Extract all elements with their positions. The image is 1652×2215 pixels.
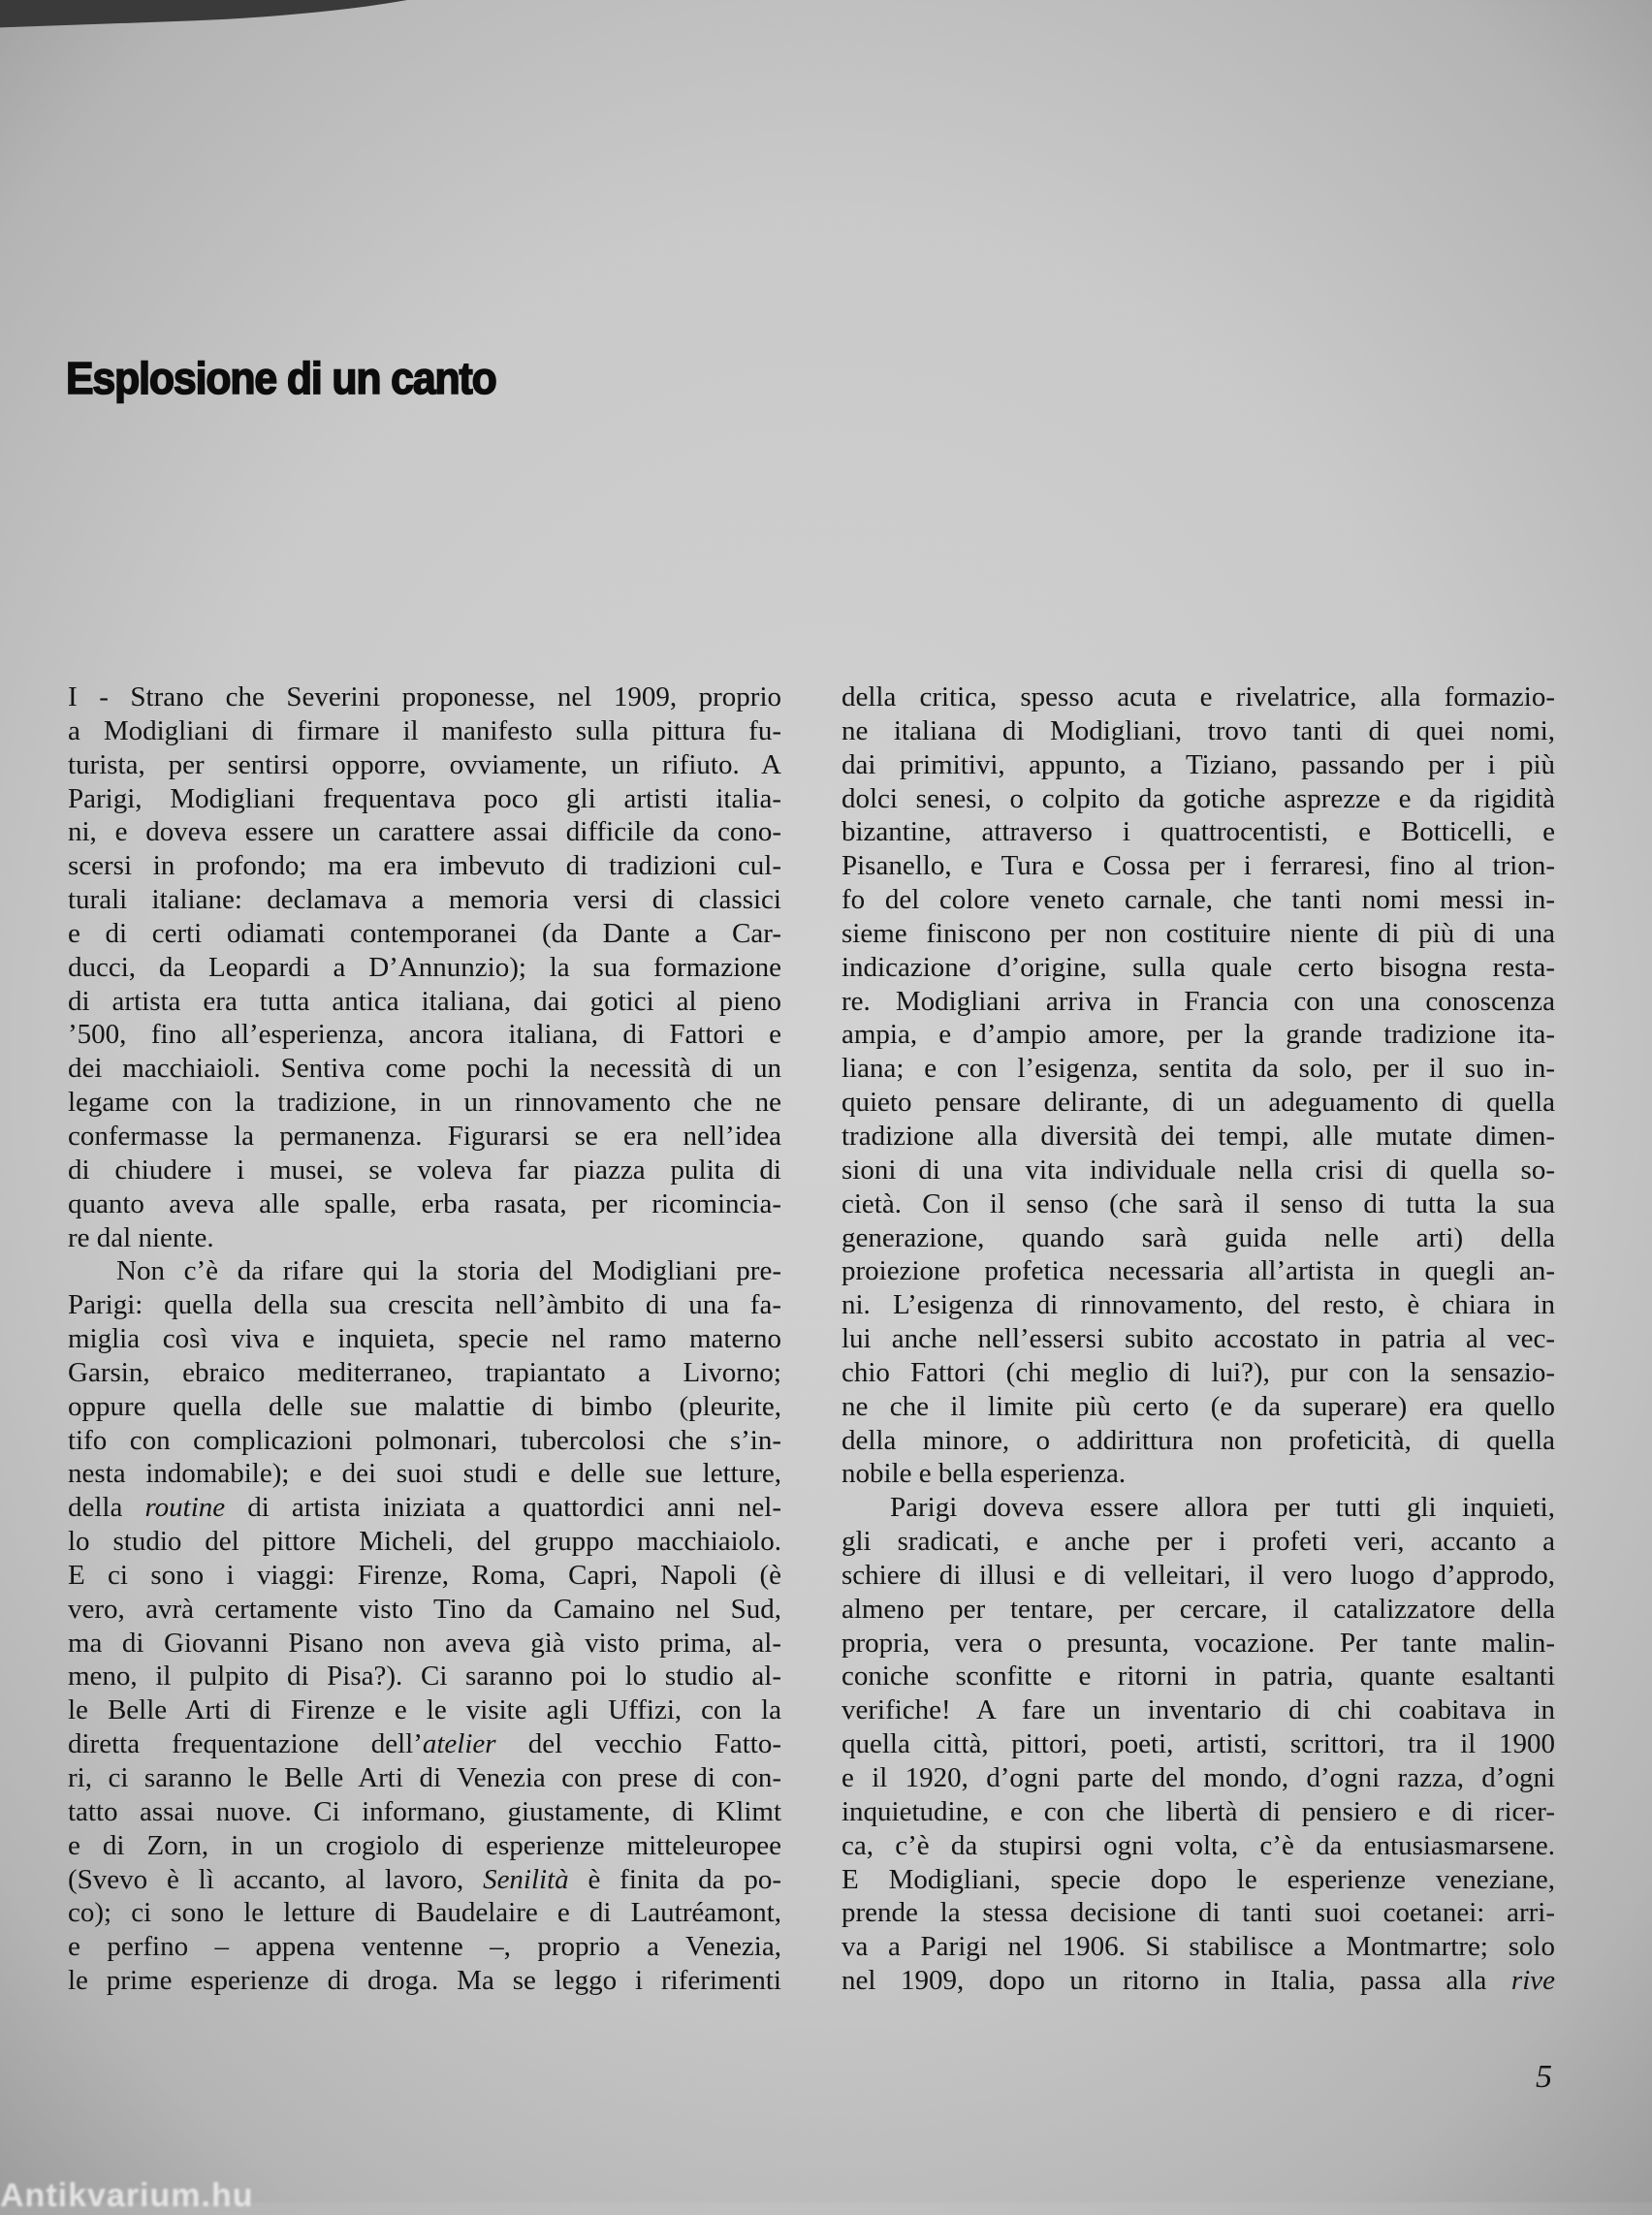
text-segment: Garsin, ebraico mediterraneo, trapiantato a Livorno; bbox=[68, 1356, 781, 1388]
text-line bbox=[842, 1727, 1555, 1761]
text-segment: nel 1909, dopo un ritorno in Italia, passa alla bbox=[842, 1965, 1511, 1997]
text-line bbox=[842, 1896, 1555, 1930]
text-line bbox=[68, 748, 781, 782]
text-segment: le prime esperienze di droga. Ma se leggo i riferimenti bbox=[68, 1965, 781, 1997]
text-line bbox=[842, 1120, 1555, 1154]
text-segment: quieto pensare delirante, di un adeguamento di quella bbox=[842, 1087, 1555, 1119]
text-line bbox=[68, 883, 781, 917]
text-segment: dai primitivi, appunto, a Tiziano, passando per i più bbox=[842, 748, 1555, 780]
text-line bbox=[842, 815, 1555, 849]
text-segment: prende la stessa decisione di tanti suoi coetanei: arri- bbox=[842, 1897, 1555, 1929]
text-segment: meno, il pulpito di Pisa?). Ci saranno poi lo studio al- bbox=[68, 1661, 781, 1693]
article-title: Esplosione di un canto bbox=[66, 352, 496, 403]
text-segment: vero, avrà certamente visto Tino da Camaino nel Sud, bbox=[68, 1593, 781, 1625]
text-line bbox=[842, 1356, 1555, 1390]
text-line bbox=[68, 1693, 781, 1727]
text-segment: ducci, da Leopardi a D’Annunzio); la sua formazione bbox=[68, 951, 781, 983]
text-line bbox=[68, 951, 781, 985]
text-line bbox=[68, 1018, 781, 1052]
text-segment: sioni di una vita individuale nella crisi di quella so- bbox=[842, 1154, 1555, 1186]
text-line bbox=[842, 1221, 1555, 1255]
text-segment: gli sradicati, e anche per i profeti veri, accanto a bbox=[842, 1526, 1555, 1558]
text-segment: di chiudere i musei, se voleva far piazza pulita di bbox=[68, 1154, 781, 1186]
text-line bbox=[842, 849, 1555, 883]
text-line bbox=[68, 1964, 781, 1998]
text-segment: cietà. Con il senso (che sarà il senso di tutta la sua bbox=[842, 1187, 1555, 1219]
text-line bbox=[68, 815, 781, 849]
text-line bbox=[842, 1761, 1555, 1795]
text-line bbox=[842, 748, 1555, 782]
text-line bbox=[842, 680, 1555, 714]
text-segment: a Modigliani di firmare il manifesto sulla pittura fu- bbox=[68, 714, 781, 746]
text-line bbox=[842, 1795, 1555, 1829]
text-segment: co); ci sono le letture di Baudelaire e di Lautréamont, bbox=[68, 1897, 781, 1929]
text-segment: ma di Giovanni Pisano non aveva già visto prima, al- bbox=[68, 1627, 781, 1659]
text-segment: Non c’è da rifare qui la storia del Modigliani pre- bbox=[116, 1255, 781, 1287]
text-line bbox=[68, 1120, 781, 1154]
text-line bbox=[842, 985, 1555, 1019]
text-segment: generazione, quando sarà guida nelle arti) della bbox=[842, 1221, 1555, 1253]
text-line bbox=[68, 1086, 781, 1120]
text-line bbox=[68, 1559, 781, 1593]
text-line bbox=[68, 680, 781, 714]
text-segment: ri, ci saranno le Belle Arti di Venezia con prese di con- bbox=[68, 1762, 781, 1793]
text-line bbox=[842, 1390, 1555, 1424]
text-segment: e di certi odiamati contemporanei (da Dante a Car- bbox=[68, 917, 781, 949]
text-line bbox=[68, 1727, 781, 1761]
text-line bbox=[842, 1829, 1555, 1863]
text-segment: confermasse la permanenza. Figurarsi se era nell’idea bbox=[68, 1120, 781, 1152]
text-segment: dei macchiaioli. Sentiva come pochi la necessità di un bbox=[68, 1053, 781, 1085]
text-segment: e il 1920, d’ogni parte del mondo, d’ogni razza, d’ogni bbox=[842, 1762, 1555, 1793]
text-segment: di artista era tutta antica italiana, dai gotici al pieno bbox=[68, 985, 781, 1017]
text-segment: quanto aveva alle spalle, erba rasata, per ricomincia- bbox=[68, 1187, 781, 1219]
text-segment: lui anche nell’essersi subito accostato in patria al vec- bbox=[842, 1323, 1555, 1355]
text-segment: turista, per sentirsi opporre, ovviamente, un rifiuto. A bbox=[68, 748, 781, 780]
text-segment: fo del colore veneto carnale, che tanti nomi messi in- bbox=[842, 884, 1555, 916]
text-segment: diretta frequentazione dell’ bbox=[68, 1728, 423, 1760]
text-segment: e di Zorn, in un crogiolo di esperienze mitteleuropee bbox=[68, 1829, 781, 1861]
text-line bbox=[68, 1525, 781, 1559]
text-segment: turali italiane: declamava a memoria versi di classici bbox=[68, 884, 781, 916]
text-segment: ca, c’è da stupirsi ogni volta, c’è da entusiasmarsene. bbox=[842, 1829, 1555, 1861]
text-segment: almeno per tentare, per cercare, il catalizzatore della bbox=[842, 1593, 1555, 1625]
text-line bbox=[68, 1052, 781, 1086]
text-line bbox=[68, 1660, 781, 1693]
text-segment: di artista iniziata a quattordici anni nel- bbox=[225, 1492, 782, 1524]
text-line bbox=[842, 1930, 1555, 1964]
text-line bbox=[842, 782, 1555, 816]
text-line bbox=[842, 951, 1555, 985]
text-line bbox=[842, 1593, 1555, 1627]
italic-text: atelier bbox=[422, 1728, 496, 1760]
text-segment: dolci senesi, o colpito da gotiche asprezze e da rigidità bbox=[842, 782, 1555, 814]
text-line bbox=[68, 714, 781, 748]
text-segment: liana; e con l’esigenza, sentita da solo, per il suo in- bbox=[842, 1053, 1555, 1085]
text-line bbox=[842, 917, 1555, 951]
text-line bbox=[68, 1491, 781, 1525]
text-segment: ne che il limite più certo (e da superare) era quello bbox=[842, 1390, 1555, 1422]
text-segment: inquietudine, e con che libertà di pensiero e di ricer- bbox=[842, 1795, 1555, 1827]
text-segment: della bbox=[68, 1492, 145, 1524]
text-line bbox=[842, 1288, 1555, 1322]
text-line bbox=[68, 1795, 781, 1829]
text-line bbox=[842, 1964, 1555, 1998]
text-line bbox=[68, 1627, 781, 1661]
text-segment: quella città, pittori, poeti, artisti, scrittori, tra il 1900 bbox=[842, 1728, 1555, 1760]
text-line bbox=[68, 917, 781, 951]
text-segment: lo studio del pittore Micheli, del gruppo macchiaiolo. bbox=[68, 1526, 781, 1558]
text-segment: bizantine, attraverso i quattrocentisti, e Botticelli, e bbox=[842, 816, 1555, 848]
text-segment: proiezione profetica necessaria all’artista in quegli an- bbox=[842, 1255, 1555, 1287]
page-edge-shadow bbox=[0, 0, 505, 29]
text-line bbox=[68, 1356, 781, 1390]
text-line bbox=[842, 1693, 1555, 1727]
text-line bbox=[68, 1930, 781, 1964]
text-segment: oppure quella delle sue malattie di bimbo (pleurite, bbox=[68, 1390, 781, 1422]
text-segment: propria, vera o presunta, vocazione. Per tante malin- bbox=[842, 1627, 1555, 1659]
text-line bbox=[842, 714, 1555, 748]
text-segment: del vecchio Fatto- bbox=[495, 1728, 781, 1760]
text-segment: Parigi: quella della sua crescita nell’àmbito di una fa- bbox=[68, 1289, 781, 1321]
text-line bbox=[68, 849, 781, 883]
text-segment: ’500, fino all’esperienza, ancora italiana, di Fattori e bbox=[68, 1019, 781, 1051]
text-segment: va a Parigi nel 1906. Si stabilisce a Montmartre; solo bbox=[842, 1931, 1555, 1963]
text-segment: ampia, e d’ampio amore, per la grande tradizione ita- bbox=[842, 1019, 1555, 1051]
text-line bbox=[68, 1390, 781, 1424]
text-segment: nesta indomabile); e dei suoi studi e delle sue letture, bbox=[68, 1458, 781, 1490]
italic-text: routine bbox=[144, 1492, 226, 1524]
text-line bbox=[842, 1660, 1555, 1693]
text-segment: miglia così viva e inquieta, specie nel ramo materno bbox=[68, 1323, 781, 1355]
text-line bbox=[842, 1154, 1555, 1187]
text-segment: tifo con complicazioni polmonari, tubercolosi che s’in- bbox=[68, 1424, 781, 1456]
text-segment: (Svevo è lì accanto, al lavoro, bbox=[68, 1863, 484, 1895]
text-segment: indicazione d’origine, sulla quale certo bisogna resta- bbox=[842, 951, 1555, 983]
text-line bbox=[68, 1896, 781, 1930]
text-segment: E Modigliani, specie dopo le esperienze veneziane, bbox=[842, 1863, 1555, 1895]
text-segment: ni, e doveva essere un carattere assai difficile da cono- bbox=[68, 816, 781, 848]
text-line bbox=[842, 1424, 1555, 1458]
text-line bbox=[842, 1086, 1555, 1120]
watermark: Antikvarium.hu bbox=[0, 2177, 254, 2214]
text-segment: della critica, spesso acuta e rivelatrice, alla formazio- bbox=[842, 681, 1555, 712]
text-line bbox=[68, 1288, 781, 1322]
text-segment: tradizione alla diversità dei tempi, alle mutate dimen- bbox=[842, 1120, 1555, 1152]
text-column-right bbox=[842, 680, 1555, 1998]
text-line bbox=[842, 1863, 1555, 1897]
text-line bbox=[68, 782, 781, 816]
text-segment: nobile e bella esperienza. bbox=[842, 1458, 1127, 1490]
text-line bbox=[68, 1221, 781, 1255]
text-segment: verifiche! A fare un inventario di chi coabitava in bbox=[842, 1694, 1555, 1726]
text-line bbox=[68, 985, 781, 1019]
text-line bbox=[842, 1627, 1555, 1661]
text-segment: re. Modigliani arriva in Francia con una conoscenza bbox=[842, 985, 1555, 1017]
text-line bbox=[842, 1457, 1555, 1491]
text-segment: e perfino – appena ventenne –, proprio a Venezia, bbox=[68, 1931, 781, 1963]
text-line bbox=[842, 1052, 1555, 1086]
text-segment: E ci sono i viaggi: Firenze, Roma, Capri, Napoli (è bbox=[68, 1559, 781, 1591]
text-line bbox=[842, 1491, 1555, 1525]
text-column-left bbox=[68, 680, 781, 1998]
text-line bbox=[68, 1761, 781, 1795]
text-segment: le Belle Arti di Firenze e le visite agli Uffizi, con la bbox=[68, 1694, 781, 1726]
text-line bbox=[68, 1254, 781, 1288]
text-line bbox=[68, 1863, 781, 1897]
text-segment: scersi in profondo; ma era imbevuto di tradizioni cul- bbox=[68, 850, 781, 882]
text-segment: legame con la tradizione, in un rinnovamento che ne bbox=[68, 1087, 781, 1119]
text-segment: Parigi, Modigliani frequentava poco gli artisti italia- bbox=[68, 782, 781, 814]
text-segment: Parigi doveva essere allora per tutti gli inquieti, bbox=[890, 1492, 1555, 1524]
text-line bbox=[842, 1187, 1555, 1221]
text-line bbox=[842, 1559, 1555, 1593]
italic-text: rive bbox=[1510, 1965, 1555, 1997]
text-segment: chio Fattori (chi meglio di lui?), pur con la sensazio- bbox=[842, 1356, 1555, 1388]
text-line bbox=[842, 1322, 1555, 1356]
text-segment: coniche sconfitte e ritorni in patria, quante esaltanti bbox=[842, 1661, 1555, 1693]
text-segment: tatto assai nuove. Ci informano, giustamente, di Klimt bbox=[68, 1795, 781, 1827]
text-segment: Pisanello, e Tura e Cossa per i ferraresi, fino al trion- bbox=[842, 850, 1555, 882]
text-segment: ne italiana di Modigliani, trovo tanti di quei nomi, bbox=[842, 714, 1555, 746]
text-segment: schiere di illusi e di velleitari, il vero luogo d’approdo, bbox=[842, 1559, 1555, 1591]
text-line bbox=[68, 1424, 781, 1458]
text-segment: re dal niente. bbox=[68, 1221, 214, 1253]
text-line bbox=[842, 1525, 1555, 1559]
page-number: 5 bbox=[1536, 2059, 1552, 2095]
text-segment: I - Strano che Severini proponesse, nel 1909, proprio bbox=[68, 681, 781, 712]
text-line bbox=[842, 1254, 1555, 1288]
text-line bbox=[842, 1018, 1555, 1052]
text-line bbox=[68, 1593, 781, 1627]
text-line bbox=[842, 883, 1555, 917]
text-segment: della minore, o addirittura non profeticità, di quella bbox=[842, 1424, 1555, 1456]
text-line bbox=[68, 1457, 781, 1491]
text-segment: è finita da po- bbox=[568, 1863, 782, 1895]
text-segment: ni. L’esigenza di rinnovamento, del resto, è chiara in bbox=[842, 1289, 1555, 1321]
text-line bbox=[68, 1829, 781, 1863]
text-line bbox=[68, 1187, 781, 1221]
text-line bbox=[68, 1322, 781, 1356]
text-line bbox=[68, 1154, 781, 1187]
text-segment: sieme finiscono per non costituire niente di più di una bbox=[842, 917, 1555, 949]
italic-text: Senilità bbox=[483, 1863, 569, 1895]
